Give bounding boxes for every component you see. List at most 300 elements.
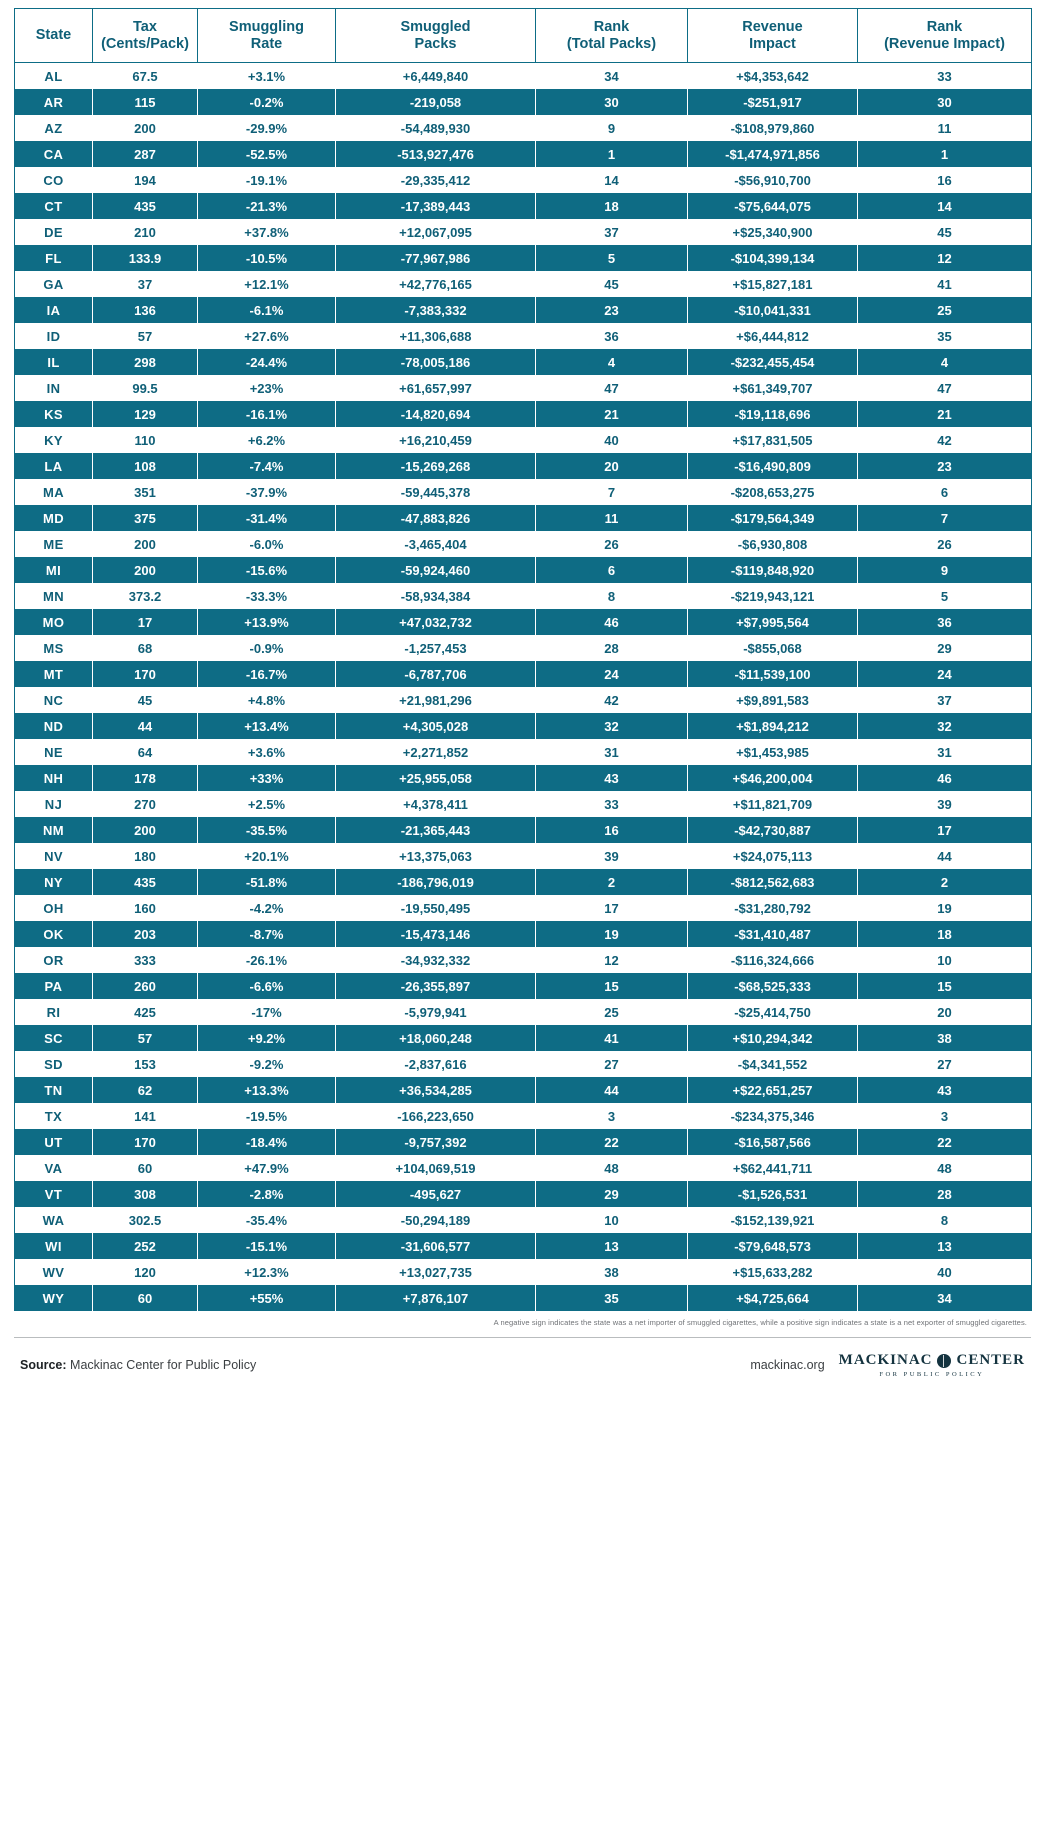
cell-tax: 120 [93, 1259, 198, 1285]
table-row [15, 271, 1032, 297]
cell-rank-revenue-impact: 34 [858, 1285, 1032, 1311]
cell-smuggled-packs: +13,027,735 [336, 1259, 536, 1285]
cell-smuggled-packs: -29,335,412 [336, 167, 536, 193]
cell-revenue-impact: -$812,562,683 [688, 869, 858, 895]
table-row [15, 1103, 1032, 1129]
cell-revenue-impact: +$24,075,113 [688, 843, 858, 869]
cell-tax: 136 [93, 297, 198, 323]
cell-rank-revenue-impact: 19 [858, 895, 1032, 921]
cell-rank-revenue-impact: 26 [858, 531, 1032, 557]
cell-smuggling-rate: -7.4% [198, 453, 336, 479]
cell-smuggled-packs: -166,223,650 [336, 1103, 536, 1129]
cell-rank-total-packs: 7 [536, 479, 688, 505]
cell-state: IL [15, 349, 93, 375]
cell-rank-revenue-impact: 40 [858, 1259, 1032, 1285]
cell-smuggling-rate: +4.8% [198, 687, 336, 713]
table-row [15, 817, 1032, 843]
cell-smuggling-rate: -0.9% [198, 635, 336, 661]
cell-rank-total-packs: 41 [536, 1025, 688, 1051]
table-body [15, 63, 1032, 1312]
cell-smuggling-rate: -0.2% [198, 89, 336, 115]
cell-state: TN [15, 1077, 93, 1103]
cell-revenue-impact: +$11,821,709 [688, 791, 858, 817]
cell-rank-revenue-impact: 5 [858, 583, 1032, 609]
table-row [15, 323, 1032, 349]
cell-revenue-impact: -$208,653,275 [688, 479, 858, 505]
cell-revenue-impact: -$116,324,666 [688, 947, 858, 973]
column-header-revenue-impact-line2: Impact [749, 35, 796, 52]
column-header-revenue-impact-line1: Revenue [742, 19, 803, 35]
table-row [15, 895, 1032, 921]
column-header-tax-line1: Tax [133, 19, 157, 35]
cell-tax: 435 [93, 193, 198, 219]
cell-revenue-impact: -$4,341,552 [688, 1051, 858, 1077]
cell-tax: 200 [93, 531, 198, 557]
mackinac-logo-word2: CENTER [956, 1352, 1025, 1369]
column-header-rank-total-packs-line1: Rank [593, 19, 630, 35]
cell-smuggled-packs: +36,534,285 [336, 1077, 536, 1103]
cell-rank-total-packs: 30 [536, 89, 688, 115]
cell-rank-revenue-impact: 33 [858, 63, 1032, 90]
cell-rank-total-packs: 33 [536, 791, 688, 817]
cell-smuggling-rate: -16.7% [198, 661, 336, 687]
cell-state: SD [15, 1051, 93, 1077]
table-row [15, 531, 1032, 557]
table-row [15, 245, 1032, 271]
cell-smuggled-packs: +12,067,095 [336, 219, 536, 245]
cell-tax: 60 [93, 1155, 198, 1181]
cell-smuggling-rate: +33% [198, 765, 336, 791]
table-row [15, 193, 1032, 219]
cell-smuggling-rate: -24.4% [198, 349, 336, 375]
cell-tax: 170 [93, 661, 198, 687]
cell-smuggling-rate: -35.4% [198, 1207, 336, 1233]
cell-smuggling-rate: +27.6% [198, 323, 336, 349]
table-row [15, 635, 1032, 661]
table-header [15, 9, 1032, 63]
cell-tax: 64 [93, 739, 198, 765]
source-label: Source: [20, 1358, 67, 1373]
cell-revenue-impact: +$61,349,707 [688, 375, 858, 401]
cell-revenue-impact: -$119,848,920 [688, 557, 858, 583]
cell-smuggling-rate: -6.6% [198, 973, 336, 999]
table-row [15, 479, 1032, 505]
cell-rank-total-packs: 28 [536, 635, 688, 661]
cell-rank-total-packs: 27 [536, 1051, 688, 1077]
column-header-rank-total-packs-line2: (Total Packs) [566, 35, 657, 52]
cell-tax: 99.5 [93, 375, 198, 401]
cell-smuggling-rate: +3.1% [198, 63, 336, 90]
cell-smuggled-packs: -19,550,495 [336, 895, 536, 921]
cell-state: DE [15, 219, 93, 245]
cell-tax: 57 [93, 323, 198, 349]
cell-smuggling-rate: -2.8% [198, 1181, 336, 1207]
cell-rank-total-packs: 43 [536, 765, 688, 791]
column-header-tax [93, 9, 198, 63]
table-row [15, 115, 1032, 141]
cell-tax: 375 [93, 505, 198, 531]
cell-smuggling-rate: -26.1% [198, 947, 336, 973]
cell-smuggled-packs: +47,032,732 [336, 609, 536, 635]
cell-smuggled-packs: -17,389,443 [336, 193, 536, 219]
cell-rank-revenue-impact: 38 [858, 1025, 1032, 1051]
cell-state: NE [15, 739, 93, 765]
cell-revenue-impact: -$79,648,573 [688, 1233, 858, 1259]
mackinac-url[interactable]: mackinac.org [750, 1358, 825, 1373]
cell-rank-revenue-impact: 25 [858, 297, 1032, 323]
cell-state: WI [15, 1233, 93, 1259]
cell-smuggling-rate: -17% [198, 999, 336, 1025]
cell-rank-total-packs: 23 [536, 297, 688, 323]
cell-rank-revenue-impact: 44 [858, 843, 1032, 869]
cell-tax: 133.9 [93, 245, 198, 271]
cell-state: CA [15, 141, 93, 167]
cell-smuggling-rate: +12.3% [198, 1259, 336, 1285]
cell-revenue-impact: +$15,827,181 [688, 271, 858, 297]
cell-state: OK [15, 921, 93, 947]
cell-rank-revenue-impact: 9 [858, 557, 1032, 583]
source-text: Mackinac Center for Public Policy [70, 1358, 257, 1373]
table-row [15, 739, 1032, 765]
cell-rank-total-packs: 12 [536, 947, 688, 973]
cell-smuggling-rate: +20.1% [198, 843, 336, 869]
cell-rank-total-packs: 14 [536, 167, 688, 193]
cell-smuggled-packs: -21,365,443 [336, 817, 536, 843]
cell-rank-total-packs: 2 [536, 869, 688, 895]
cell-tax: 37 [93, 271, 198, 297]
cell-revenue-impact: +$7,995,564 [688, 609, 858, 635]
cell-rank-revenue-impact: 47 [858, 375, 1032, 401]
cell-state: KY [15, 427, 93, 453]
cell-revenue-impact: -$25,414,750 [688, 999, 858, 1025]
table-row [15, 947, 1032, 973]
cell-tax: 115 [93, 89, 198, 115]
cell-rank-revenue-impact: 4 [858, 349, 1032, 375]
table-row [15, 1181, 1032, 1207]
cell-rank-revenue-impact: 15 [858, 973, 1032, 999]
cell-tax: 17 [93, 609, 198, 635]
cell-revenue-impact: -$179,564,349 [688, 505, 858, 531]
cell-rank-total-packs: 42 [536, 687, 688, 713]
cell-revenue-impact: +$4,353,642 [688, 63, 858, 90]
cell-rank-total-packs: 34 [536, 63, 688, 90]
cell-rank-total-packs: 1 [536, 141, 688, 167]
cell-rank-total-packs: 19 [536, 921, 688, 947]
table-row [15, 557, 1032, 583]
cell-rank-total-packs: 39 [536, 843, 688, 869]
cell-revenue-impact: -$16,587,566 [688, 1129, 858, 1155]
cell-tax: 287 [93, 141, 198, 167]
cell-rank-revenue-impact: 3 [858, 1103, 1032, 1129]
cell-state: NH [15, 765, 93, 791]
cell-tax: 200 [93, 115, 198, 141]
cell-rank-revenue-impact: 14 [858, 193, 1032, 219]
cell-tax: 308 [93, 1181, 198, 1207]
mackinac-logo [839, 1352, 1025, 1378]
cell-state: IN [15, 375, 93, 401]
cell-rank-total-packs: 37 [536, 219, 688, 245]
cell-tax: 200 [93, 817, 198, 843]
cell-smuggled-packs: -3,465,404 [336, 531, 536, 557]
cell-rank-revenue-impact: 6 [858, 479, 1032, 505]
cell-rank-total-packs: 10 [536, 1207, 688, 1233]
cell-rank-revenue-impact: 2 [858, 869, 1032, 895]
cell-rank-total-packs: 8 [536, 583, 688, 609]
cell-revenue-impact: -$104,399,134 [688, 245, 858, 271]
cell-smuggled-packs: -31,606,577 [336, 1233, 536, 1259]
cell-state: WY [15, 1285, 93, 1311]
table-row [15, 1025, 1032, 1051]
cell-rank-revenue-impact: 24 [858, 661, 1032, 687]
cell-state: ME [15, 531, 93, 557]
cell-smuggling-rate: -21.3% [198, 193, 336, 219]
cell-state: NV [15, 843, 93, 869]
cell-rank-total-packs: 25 [536, 999, 688, 1025]
cell-rank-total-packs: 16 [536, 817, 688, 843]
source-line [20, 1358, 256, 1372]
cell-rank-revenue-impact: 31 [858, 739, 1032, 765]
cell-rank-total-packs: 18 [536, 193, 688, 219]
cell-tax: 141 [93, 1103, 198, 1129]
table-row [15, 869, 1032, 895]
cell-rank-total-packs: 48 [536, 1155, 688, 1181]
cell-smuggled-packs: -15,269,268 [336, 453, 536, 479]
cell-state: SC [15, 1025, 93, 1051]
cell-smuggling-rate: -4.2% [198, 895, 336, 921]
cell-tax: 178 [93, 765, 198, 791]
cell-state: NM [15, 817, 93, 843]
cell-smuggled-packs: -54,489,930 [336, 115, 536, 141]
cell-revenue-impact: -$11,539,100 [688, 661, 858, 687]
cell-state: VT [15, 1181, 93, 1207]
cell-revenue-impact: -$68,525,333 [688, 973, 858, 999]
cell-rank-revenue-impact: 43 [858, 1077, 1032, 1103]
cell-rank-revenue-impact: 28 [858, 1181, 1032, 1207]
column-header-state-line1: State [35, 27, 72, 44]
table-row [15, 63, 1032, 90]
column-header-rank-revenue-impact-line1: Rank [926, 19, 963, 35]
cell-smuggled-packs: +42,776,165 [336, 271, 536, 297]
cell-smuggled-packs: +6,449,840 [336, 63, 536, 90]
cell-rank-revenue-impact: 8 [858, 1207, 1032, 1233]
cell-smuggled-packs: -219,058 [336, 89, 536, 115]
cell-smuggled-packs: +104,069,519 [336, 1155, 536, 1181]
cell-state: WV [15, 1259, 93, 1285]
cell-state: NJ [15, 791, 93, 817]
cell-revenue-impact: -$31,280,792 [688, 895, 858, 921]
cell-revenue-impact: +$10,294,342 [688, 1025, 858, 1051]
cell-smuggling-rate: -15.1% [198, 1233, 336, 1259]
cell-smuggled-packs: -26,355,897 [336, 973, 536, 999]
cell-smuggled-packs: +4,305,028 [336, 713, 536, 739]
cell-rank-total-packs: 35 [536, 1285, 688, 1311]
cell-rank-total-packs: 29 [536, 1181, 688, 1207]
cell-revenue-impact: -$1,474,971,856 [688, 141, 858, 167]
cell-tax: 333 [93, 947, 198, 973]
cell-tax: 351 [93, 479, 198, 505]
cell-smuggling-rate: -52.5% [198, 141, 336, 167]
cell-rank-total-packs: 32 [536, 713, 688, 739]
cell-state: CT [15, 193, 93, 219]
cell-rank-total-packs: 47 [536, 375, 688, 401]
cell-smuggled-packs: -513,927,476 [336, 141, 536, 167]
column-header-rank-total-packs [536, 9, 688, 63]
cell-state: MA [15, 479, 93, 505]
cell-smuggling-rate: +55% [198, 1285, 336, 1311]
table-row [15, 999, 1032, 1025]
cell-rank-revenue-impact: 7 [858, 505, 1032, 531]
cell-rank-revenue-impact: 36 [858, 609, 1032, 635]
table-row [15, 791, 1032, 817]
cell-smuggling-rate: -19.1% [198, 167, 336, 193]
cell-revenue-impact: +$9,891,583 [688, 687, 858, 713]
cell-rank-total-packs: 13 [536, 1233, 688, 1259]
table-row [15, 349, 1032, 375]
cell-smuggling-rate: -18.4% [198, 1129, 336, 1155]
cell-tax: 62 [93, 1077, 198, 1103]
cell-smuggled-packs: +25,955,058 [336, 765, 536, 791]
cell-revenue-impact: -$19,118,696 [688, 401, 858, 427]
cell-smuggled-packs: -5,979,941 [336, 999, 536, 1025]
table-row [15, 973, 1032, 999]
cell-smuggled-packs: -495,627 [336, 1181, 536, 1207]
cell-smuggling-rate: +13.3% [198, 1077, 336, 1103]
cell-rank-total-packs: 21 [536, 401, 688, 427]
cell-smuggling-rate: +3.6% [198, 739, 336, 765]
cell-tax: 203 [93, 921, 198, 947]
column-header-smuggling-rate-line1: Smuggling [229, 19, 304, 35]
cell-rank-revenue-impact: 41 [858, 271, 1032, 297]
table-row [15, 921, 1032, 947]
cell-tax: 129 [93, 401, 198, 427]
cell-state: MD [15, 505, 93, 531]
cell-rank-revenue-impact: 29 [858, 635, 1032, 661]
cell-tax: 435 [93, 869, 198, 895]
cell-smuggling-rate: +37.8% [198, 219, 336, 245]
cell-revenue-impact: -$855,068 [688, 635, 858, 661]
table-row [15, 661, 1032, 687]
cell-smuggling-rate: -6.0% [198, 531, 336, 557]
table-row [15, 1129, 1032, 1155]
table-footnote: A negative sign indicates the state was a net importer of smuggled cigarettes, while a positive sign indicates a state is a net exporter of smuggled cigarettes. [493, 1318, 1027, 1328]
cell-rank-revenue-impact: 37 [858, 687, 1032, 713]
cell-tax: 153 [93, 1051, 198, 1077]
cell-smuggled-packs: +21,981,296 [336, 687, 536, 713]
cell-smuggled-packs: -59,445,378 [336, 479, 536, 505]
column-header-revenue-impact [688, 9, 858, 63]
cell-revenue-impact: +$25,340,900 [688, 219, 858, 245]
table-row [15, 1155, 1032, 1181]
cell-rank-revenue-impact: 13 [858, 1233, 1032, 1259]
cell-rank-revenue-impact: 21 [858, 401, 1032, 427]
cell-state: VA [15, 1155, 93, 1181]
cell-state: MI [15, 557, 93, 583]
table-row [15, 453, 1032, 479]
cell-smuggling-rate: +12.1% [198, 271, 336, 297]
cell-revenue-impact: -$234,375,346 [688, 1103, 858, 1129]
cell-smuggling-rate: +9.2% [198, 1025, 336, 1051]
column-header-smuggling-rate-line2: Rate [250, 35, 283, 52]
table-row [15, 1207, 1032, 1233]
cell-tax: 45 [93, 687, 198, 713]
mackinac-logo-row [839, 1352, 1025, 1369]
cell-tax: 68 [93, 635, 198, 661]
column-header-smuggling-rate [198, 9, 336, 63]
table-row [15, 713, 1032, 739]
cell-rank-revenue-impact: 22 [858, 1129, 1032, 1155]
cell-revenue-impact: +$46,200,004 [688, 765, 858, 791]
cell-smuggled-packs: +13,375,063 [336, 843, 536, 869]
table-row [15, 1077, 1032, 1103]
cell-revenue-impact: -$108,979,860 [688, 115, 858, 141]
cell-rank-revenue-impact: 20 [858, 999, 1032, 1025]
cell-rank-revenue-impact: 32 [858, 713, 1032, 739]
cell-rank-total-packs: 22 [536, 1129, 688, 1155]
cell-rank-revenue-impact: 17 [858, 817, 1032, 843]
cell-revenue-impact: -$1,526,531 [688, 1181, 858, 1207]
globe-icon [937, 1354, 951, 1368]
cell-state: PA [15, 973, 93, 999]
cell-smuggled-packs: -14,820,694 [336, 401, 536, 427]
cell-smuggled-packs: -47,883,826 [336, 505, 536, 531]
cell-rank-revenue-impact: 48 [858, 1155, 1032, 1181]
cell-state: MS [15, 635, 93, 661]
cell-revenue-impact: -$219,943,121 [688, 583, 858, 609]
cell-smuggled-packs: -2,837,616 [336, 1051, 536, 1077]
cell-revenue-impact: +$1,894,212 [688, 713, 858, 739]
cell-tax: 298 [93, 349, 198, 375]
cell-state: OH [15, 895, 93, 921]
cell-state: UT [15, 1129, 93, 1155]
table-header-row [15, 9, 1032, 63]
cell-smuggling-rate: -16.1% [198, 401, 336, 427]
table-row [15, 1233, 1032, 1259]
cell-smuggling-rate: -31.4% [198, 505, 336, 531]
cell-revenue-impact: +$6,444,812 [688, 323, 858, 349]
cell-state: GA [15, 271, 93, 297]
cell-rank-revenue-impact: 10 [858, 947, 1032, 973]
table-row [15, 1285, 1032, 1311]
cell-revenue-impact: +$4,725,664 [688, 1285, 858, 1311]
cell-state: ND [15, 713, 93, 739]
cell-smuggling-rate: -8.7% [198, 921, 336, 947]
cell-smuggled-packs: -77,967,986 [336, 245, 536, 271]
cell-revenue-impact: -$152,139,921 [688, 1207, 858, 1233]
cell-tax: 200 [93, 557, 198, 583]
cell-state: AR [15, 89, 93, 115]
footer-right [750, 1352, 1025, 1378]
cell-tax: 252 [93, 1233, 198, 1259]
cell-revenue-impact: -$232,455,454 [688, 349, 858, 375]
cell-rank-total-packs: 24 [536, 661, 688, 687]
table-row [15, 505, 1032, 531]
column-header-smuggled-packs-line2: Packs [414, 35, 457, 52]
table-row [15, 297, 1032, 323]
cell-smuggled-packs: -6,787,706 [336, 661, 536, 687]
cell-revenue-impact: -$75,644,075 [688, 193, 858, 219]
cell-tax: 302.5 [93, 1207, 198, 1233]
cell-rank-total-packs: 26 [536, 531, 688, 557]
table-row [15, 765, 1032, 791]
table-row [15, 427, 1032, 453]
cell-revenue-impact: -$251,917 [688, 89, 858, 115]
cell-smuggled-packs: -15,473,146 [336, 921, 536, 947]
mackinac-logo-word1: MACKINAC [838, 1352, 933, 1369]
cell-rank-total-packs: 9 [536, 115, 688, 141]
cell-smuggling-rate: +2.5% [198, 791, 336, 817]
cell-smuggled-packs: +61,657,997 [336, 375, 536, 401]
cell-smuggled-packs: -1,257,453 [336, 635, 536, 661]
